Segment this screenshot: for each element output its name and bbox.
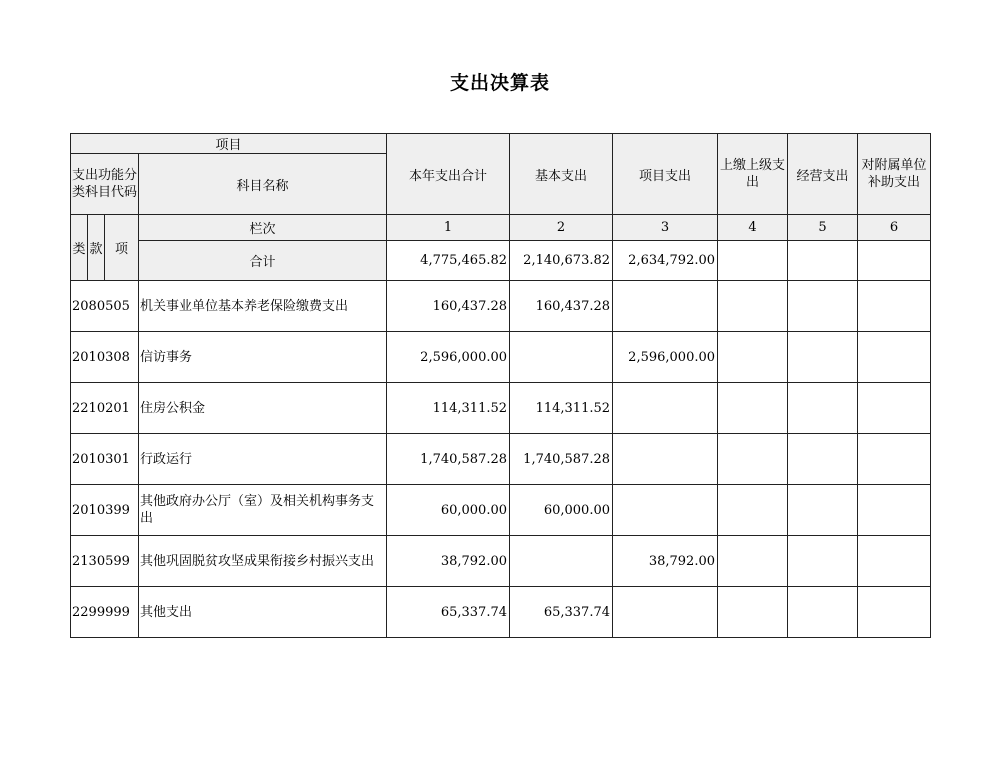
xiang-header: 项: [105, 215, 139, 281]
name-column-header: 科目名称: [139, 154, 387, 215]
col-project-header: 项目支出: [613, 134, 718, 215]
col-number-5: 5: [788, 215, 858, 241]
sum-business-value: [788, 241, 858, 281]
row-remit: [718, 536, 788, 587]
row-code: 2010308: [71, 332, 139, 383]
column-number-row: [71, 215, 931, 241]
col-basic-header: 基本支出: [510, 134, 613, 215]
row-remit: [718, 332, 788, 383]
row-subsidy: [858, 434, 931, 485]
row-name: 机关事业单位基本养老保险缴费支出: [139, 281, 387, 332]
row-remit: [718, 485, 788, 536]
row-remit: [718, 281, 788, 332]
table-row: [71, 332, 931, 383]
row-code: 2010301: [71, 434, 139, 485]
row-business: [788, 281, 858, 332]
row-business: [788, 383, 858, 434]
row-project: [613, 485, 718, 536]
row-total: 60,000.00: [387, 485, 510, 536]
row-name: 其他巩固脱贫攻坚成果衔接乡村振兴支出: [139, 536, 387, 587]
row-project: [613, 383, 718, 434]
sum-project-value: 2,634,792.00: [613, 241, 718, 281]
col-number-4: 4: [718, 215, 788, 241]
row-total: 160,437.28: [387, 281, 510, 332]
row-total: 114,311.52: [387, 383, 510, 434]
row-code: 2010399: [71, 485, 139, 536]
row-project: [613, 281, 718, 332]
sum-label: 合计: [139, 241, 387, 281]
row-basic: [510, 536, 613, 587]
sum-basic-value: 2,140,673.82: [510, 241, 613, 281]
col-number-6: 6: [858, 215, 931, 241]
table-row: [71, 485, 931, 536]
row-project: [613, 434, 718, 485]
row-basic: [510, 332, 613, 383]
row-name: 其他支出: [139, 587, 387, 638]
row-remit: [718, 587, 788, 638]
sum-remit-value: [718, 241, 788, 281]
row-business: [788, 485, 858, 536]
row-code: 2130599: [71, 536, 139, 587]
row-name: 住房公积金: [139, 383, 387, 434]
row-total: 65,337.74: [387, 587, 510, 638]
row-code: 2299999: [71, 587, 139, 638]
row-subsidy: [858, 281, 931, 332]
row-business: [788, 434, 858, 485]
lei-header: 类: [71, 215, 88, 281]
row-project: [613, 587, 718, 638]
row-business: [788, 536, 858, 587]
page-title: 支出决算表: [449, 72, 550, 94]
lanci-label: 栏次: [139, 215, 387, 241]
row-code: 2210201: [71, 383, 139, 434]
col-remit-header: 上缴上级支出: [718, 134, 788, 215]
row-project: 38,792.00: [613, 536, 718, 587]
row-remit: [718, 434, 788, 485]
row-subsidy: [858, 485, 931, 536]
col-number-3: 3: [613, 215, 718, 241]
expenditure-table: [70, 133, 931, 638]
row-subsidy: [858, 536, 931, 587]
totals-row: [71, 241, 931, 281]
table-row: [71, 536, 931, 587]
code-column-header: 支出功能分类科目代码: [71, 154, 139, 215]
row-name: 其他政府办公厅（室）及相关机构事务支出: [139, 485, 387, 536]
row-basic: 65,337.74: [510, 587, 613, 638]
sum-subsidy-value: [858, 241, 931, 281]
row-basic: 160,437.28: [510, 281, 613, 332]
row-business: [788, 332, 858, 383]
row-basic: 1,740,587.28: [510, 434, 613, 485]
col-total-header: 本年支出合计: [387, 134, 510, 215]
col-subsidy-header: 对附属单位补助支出: [858, 134, 931, 215]
table-row: [71, 587, 931, 638]
row-total: 1,740,587.28: [387, 434, 510, 485]
sum-total-value: 4,775,465.82: [387, 241, 510, 281]
col-business-header: 经营支出: [788, 134, 858, 215]
table-row: [71, 434, 931, 485]
row-remit: [718, 383, 788, 434]
row-business: [788, 587, 858, 638]
row-basic: 114,311.52: [510, 383, 613, 434]
table-row: [71, 281, 931, 332]
project-header: 项目: [71, 134, 387, 154]
row-subsidy: [858, 383, 931, 434]
row-total: 38,792.00: [387, 536, 510, 587]
col-number-2: 2: [510, 215, 613, 241]
row-name: 信访事务: [139, 332, 387, 383]
row-subsidy: [858, 587, 931, 638]
row-total: 2,596,000.00: [387, 332, 510, 383]
table-row: [71, 383, 931, 434]
row-name: 行政运行: [139, 434, 387, 485]
kuan-header: 款: [88, 215, 105, 281]
row-basic: 60,000.00: [510, 485, 613, 536]
row-project: 2,596,000.00: [613, 332, 718, 383]
header-row-1: [71, 134, 931, 154]
row-code: 2080505: [71, 281, 139, 332]
col-number-1: 1: [387, 215, 510, 241]
row-subsidy: [858, 332, 931, 383]
